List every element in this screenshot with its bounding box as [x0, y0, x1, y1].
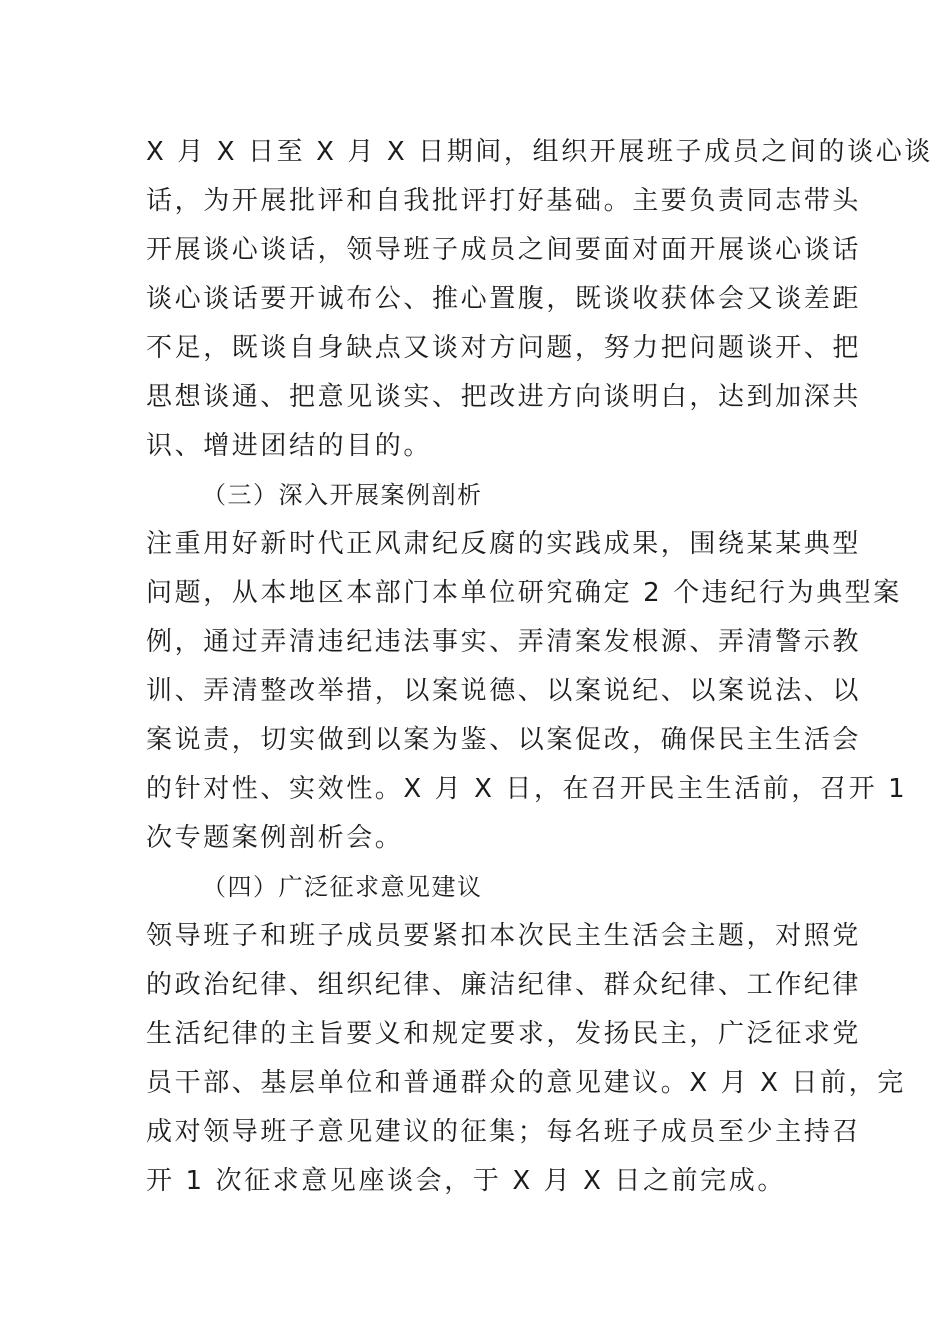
text-line: 次专题案例剖析会。	[146, 823, 404, 853]
paragraph-case-analysis	[146, 520, 908, 863]
section-heading-case-analysis: （三）深入开展案例剖析	[202, 481, 483, 509]
paragraph-talk-heart	[146, 128, 933, 471]
text-line: 思想谈通、把意见谈实、把改进方向谈明白，达到加深共	[146, 382, 862, 412]
document-body	[146, 128, 933, 1206]
text-line: 问题，从本地区本部门本单位研究确定 2 个违纪行为典型案	[146, 578, 902, 608]
text-line: 例，通过弄清违纪违法事实、弄清案发根源、弄清警示教	[146, 627, 862, 657]
text-line: 训、弄清整改举措，以案说德、以案说纪、以案说法、以	[146, 676, 862, 706]
text-line: X 月 X 日至 X 月 X 日期间，组织开展班子成员之间的谈心谈	[146, 137, 933, 167]
paragraph-solicit-opinions	[146, 912, 906, 1206]
text-line: 话，为开展批评和自我批评打好基础。主要负责同志带头	[146, 186, 862, 216]
text-line: 的针对性、实效性。X 月 X 日，在召开民主生活前，召开 1	[146, 774, 908, 804]
text-line: 注重用好新时代正风肃纪反腐的实践成果，围绕某某典型	[146, 529, 862, 559]
section-heading-solicit-opinions: （四）广泛征求意见建议	[202, 873, 483, 901]
text-line: 的政治纪律、组织纪律、廉洁纪律、群众纪律、工作纪律	[146, 970, 862, 1000]
text-line: 不足，既谈自身缺点又谈对方问题，努力把问题谈开、把	[146, 333, 862, 363]
text-line: 案说责，切实做到以案为鉴、以案促改，确保民主生活会	[146, 725, 862, 755]
text-line: 生活纪律的主旨要义和规定要求，发扬民主，广泛征求党	[146, 1019, 862, 1049]
text-line: 员干部、基层单位和普通群众的意见建议。X 月 X 日前，完	[146, 1068, 906, 1098]
text-line: 谈心谈话要开诚布公、推心置腹，既谈收获体会又谈差距	[146, 284, 862, 314]
text-line: 领导班子和班子成员要紧扣本次民主生活会主题，对照党	[146, 921, 862, 951]
text-line: 成对领导班子意见建议的征集；每名班子成员至少主持召	[146, 1117, 862, 1147]
text-line: 开展谈心谈话，领导班子成员之间要面对面开展谈心谈话	[146, 235, 862, 265]
text-line: 开 1 次征求意见座谈会，于 X 月 X 日之前完成。	[146, 1166, 786, 1196]
text-line: 识、增进团结的目的。	[146, 431, 433, 461]
